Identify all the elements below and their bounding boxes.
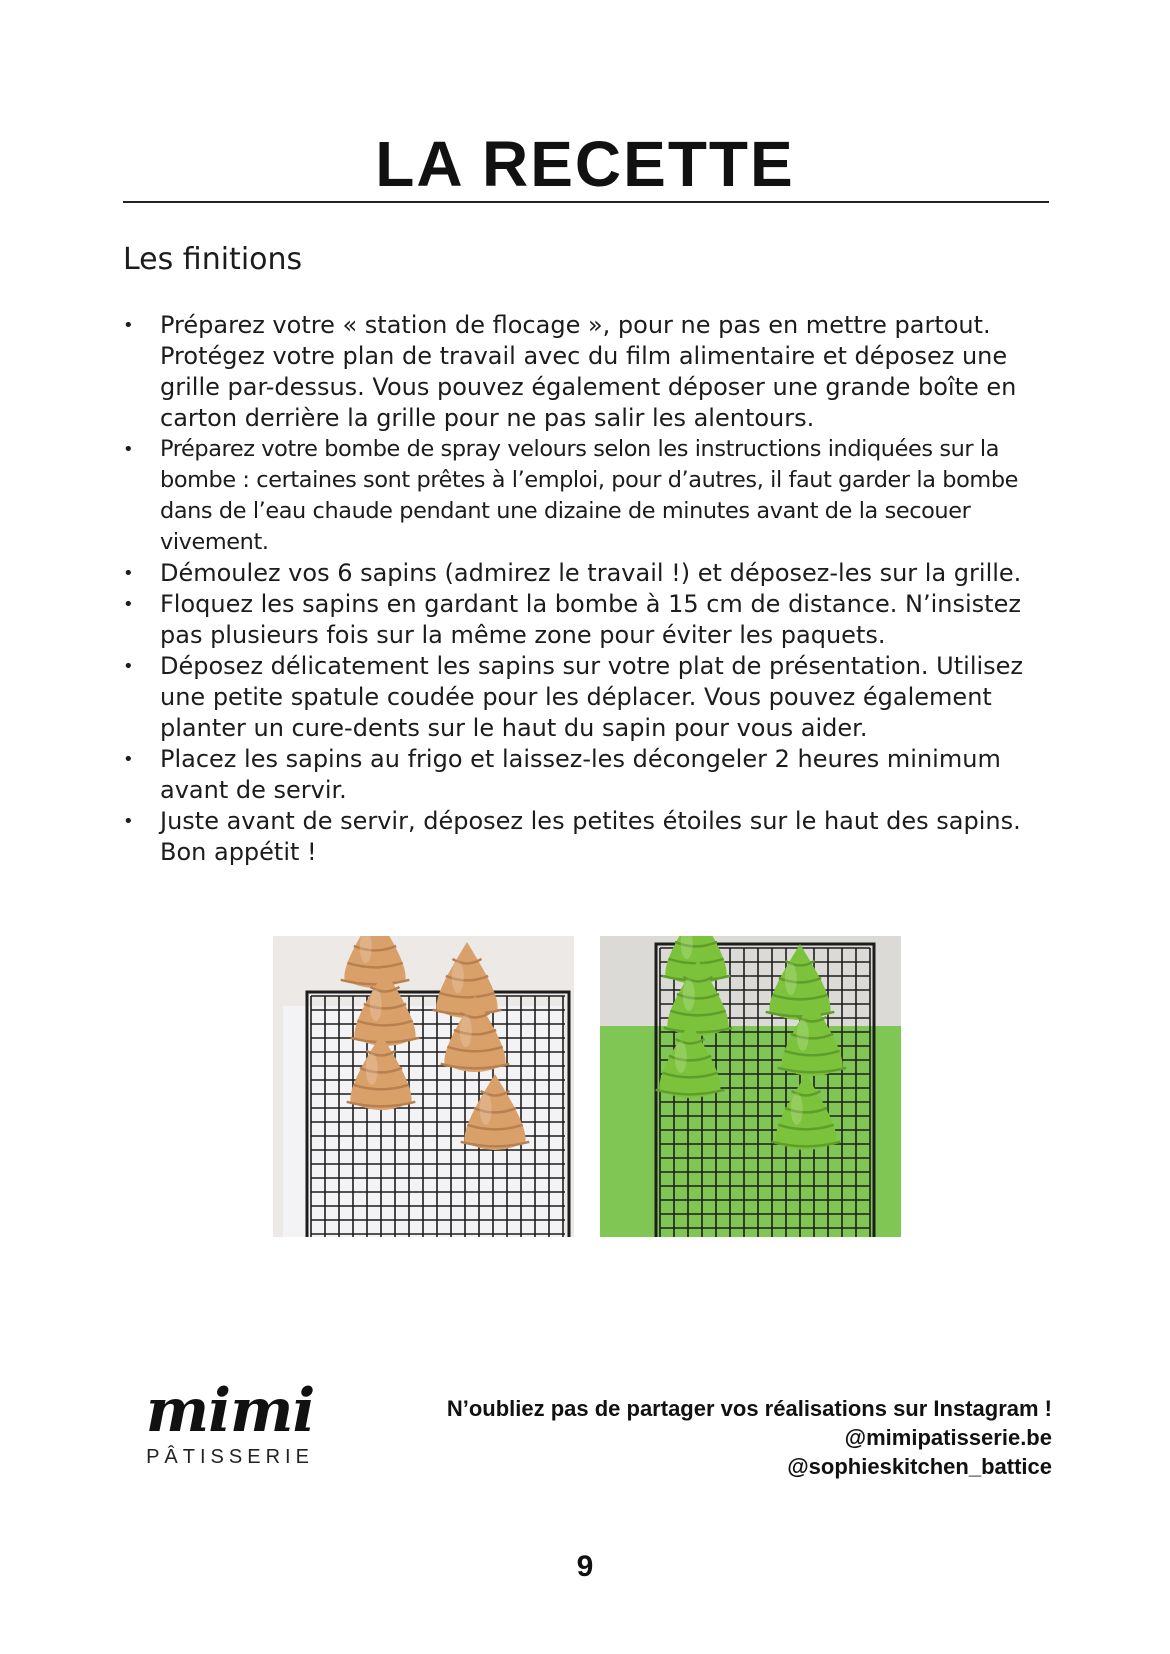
instagram-callout [447,1394,1052,1481]
photo-illustration [273,936,574,1237]
mimi-patisserie-logo [140,1376,320,1469]
photo-illustration [600,936,901,1237]
finishing-steps-list [123,310,1063,868]
section-heading: Les finitions [123,242,303,277]
bullet: • [123,315,134,336]
list-item [123,558,1063,589]
step-text: Déposez délicatement les sapins sur votre plat de présentation. Utilisez une petite spatule coudée pour les déplacer. Vous pouvez également planter un cure-dents sur le haut du sapin pour vous aider. [160,652,1024,742]
step-text: Juste avant de servir, déposez les petites étoiles sur le haut des sapins. Bon appétit ! [160,807,1021,866]
list-item [123,434,1063,558]
step-text: Démoulez vos 6 sapins (admirez le travail !) et déposez-les sur la grille. [160,559,1022,587]
logo-subtitle: PÂTISSERIE [146,1446,314,1468]
bullet: • [123,656,134,677]
list-item [123,744,1063,806]
bullet: • [123,811,134,832]
list-item [123,310,1063,434]
bullet: • [123,749,134,770]
instagram-message: N’oubliez pas de partager vos réalisations sur Instagram ! [446,1396,1052,1421]
list-item [123,651,1063,744]
bullet: • [123,563,134,584]
logo-wordmark: mimi [145,1376,315,1446]
instagram-handle-sophie: @sophieskitchen_battice [787,1454,1052,1479]
instagram-handle-mimi: @mimipatisserie.be [844,1425,1052,1450]
page-title: LA RECETTE [375,128,795,200]
bullet: • [123,439,134,460]
green-flocked-trees-photo [600,936,901,1237]
step-text: Placez les sapins au frigo et laissez-les décongeler 2 heures minimum avant de servir. [160,745,1001,804]
step-text: Floquez les sapins en gardant la bombe à 15 cm de distance. N’insistez pas plusieurs fois sur la même zone pour éviter les paquets. [160,590,1021,649]
title-underline [123,201,1049,203]
list-item [123,806,1063,868]
bullet: • [123,594,134,615]
step-text: Préparez votre bombe de spray velours selon les instructions indiquées sur la bombe : certaines sont prêtes à l’emploi, pour d’autres, il faut garder la bombe dans de l’eau chaude pendant une dizaine de minutes avant de la secouer vivement. [160,436,1019,555]
step-text: Préparez votre « station de flocage », pour ne pas en mettre partout. Protégez votre plan de travail avec du film alimentaire et déposez une grille par-dessus. Vous pouvez également déposer une grande boîte en carton derrière la grille pour ne pas salir les alentours. [160,311,1017,432]
page-number: 9 [576,1550,594,1583]
list-item [123,589,1063,651]
unflocked-trees-photo [273,936,574,1237]
